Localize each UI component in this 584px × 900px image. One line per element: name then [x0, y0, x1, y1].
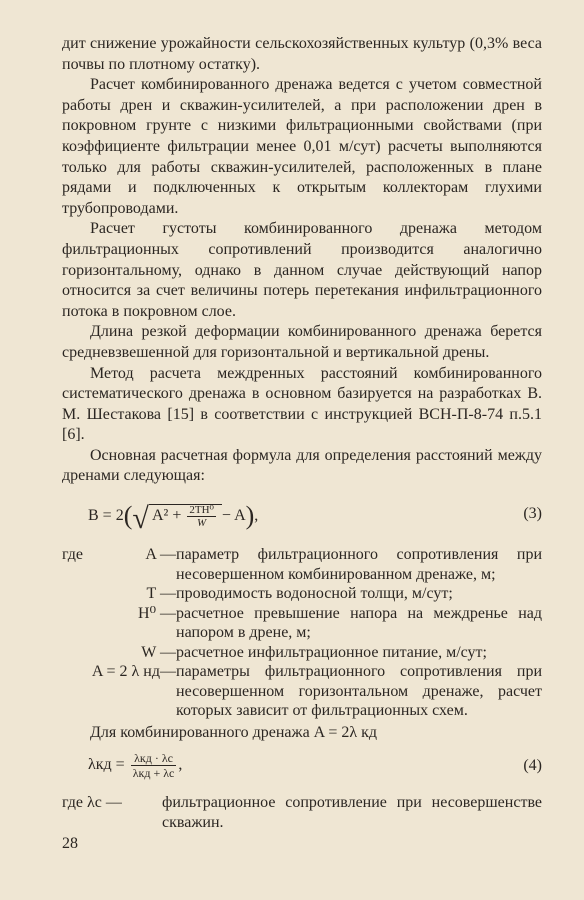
def-text: расчетное превышение напора на междренье над напором в дрене, м; — [176, 604, 542, 642]
def-symbol: где λс — — [62, 794, 122, 812]
def-text: фильтрационное сопротивление при несовершенстве скважин. — [162, 794, 542, 832]
definition-item — [62, 584, 542, 604]
formula-4: λкд = $\frac{\text{λкд · λс}}{\text{λкд + λс}}$ , (4) — [88, 751, 542, 781]
formula-tail: − A — [221, 507, 246, 525]
def-symbol: A = 2 λ нд— — [91, 663, 176, 681]
paragraph: Длина резкой деформации комбинированного дренажа берется средневзвешенной для горизонтальной и вертикальной дрены. — [62, 323, 542, 361]
def-text: параметры фильтрационного сопротивления при несовершенном горизонтальном дренаже, расчет которых зависит от фильтрационных схем. — [176, 663, 542, 720]
formula-number: (3) — [523, 505, 542, 523]
def-symbol: W — — [141, 643, 176, 661]
fraction — [131, 751, 177, 780]
gde-label: где — [62, 546, 84, 564]
denominator: W — [197, 516, 207, 529]
formula-term: A² + — [151, 507, 182, 525]
definition-item — [62, 643, 542, 663]
definition-item — [62, 793, 542, 833]
formula-lhs: B = 2 — [88, 507, 124, 525]
def-symbol: T — — [146, 585, 176, 603]
fraction — [187, 504, 216, 529]
definition-item — [62, 662, 542, 721]
sqrt-icon: √ — [132, 502, 149, 536]
formula-lhs: λкд = — [88, 756, 125, 774]
def-text: проводимость водоносной толщи, м/сут; — [176, 585, 453, 603]
paren-close: ) — [245, 501, 255, 531]
definition-item — [62, 545, 542, 584]
denominator: λкд + λс — [132, 766, 175, 781]
paragraph: Расчет комбинированного дренажа ведется с учетом совместной работы дрен и скважин-усилителей, а при расположении дрен в покровном грунте с низкими фильтрационными свойствами (при коэффициенте фильтрации менее 0,01 м/сут) расчеты выполняются только для работы скважин-усилителей, расположенных в плане рядами и подключенных к открытым коллекторам глухими трубопроводами. — [62, 76, 542, 217]
paragraph: Метод расчета междренных расстояний комбинированного систематического дренажа в основном базируется на разработках В. М. Шестакова [15] в соответствии с инструкцией ВСН-П-8-74 п.5.1 [6]. — [62, 364, 542, 444]
numerator: λкд · λс — [131, 751, 177, 766]
paragraph: дит снижение урожайности сельскохозяйственных культур (0,3% веса почвы по плотному остатку). — [62, 35, 542, 73]
def-text: расчетное инфильтрационное питание, м/сут; — [176, 643, 487, 661]
def-text: параметр фильтрационного сопротивления при несовершенном комбинированном дренаже, м; — [176, 546, 542, 583]
paren-open: ( — [123, 501, 133, 531]
paragraph: Расчет густоты комбинированного дренажа методом фильтрационных сопротивлений производится аналогично горизонтальному, однако в данном случае действующий напор относится за счет величины потерь перетекания инфильтрационного потока в покровном слое. — [62, 220, 542, 320]
definition-item — [62, 604, 542, 643]
definitions-list — [62, 545, 542, 721]
numerator: 2TH⁰ — [189, 503, 214, 516]
formula-number: (4) — [523, 757, 542, 775]
paragraph: Для комбинированного дренажа A = 2λ кд — [90, 723, 378, 741]
page-number: 28 — [62, 835, 78, 852]
def-symbol: H⁰ — — [138, 604, 176, 622]
formula-3: B = 2(√ A² + $\frac{\text{2TH⁰}}{W}$ − A), (3) — [88, 501, 542, 536]
paragraph: Основная расчетная формула для определения расстояний между дренами следующая: — [62, 446, 542, 485]
def-symbol: A — — [145, 546, 176, 564]
